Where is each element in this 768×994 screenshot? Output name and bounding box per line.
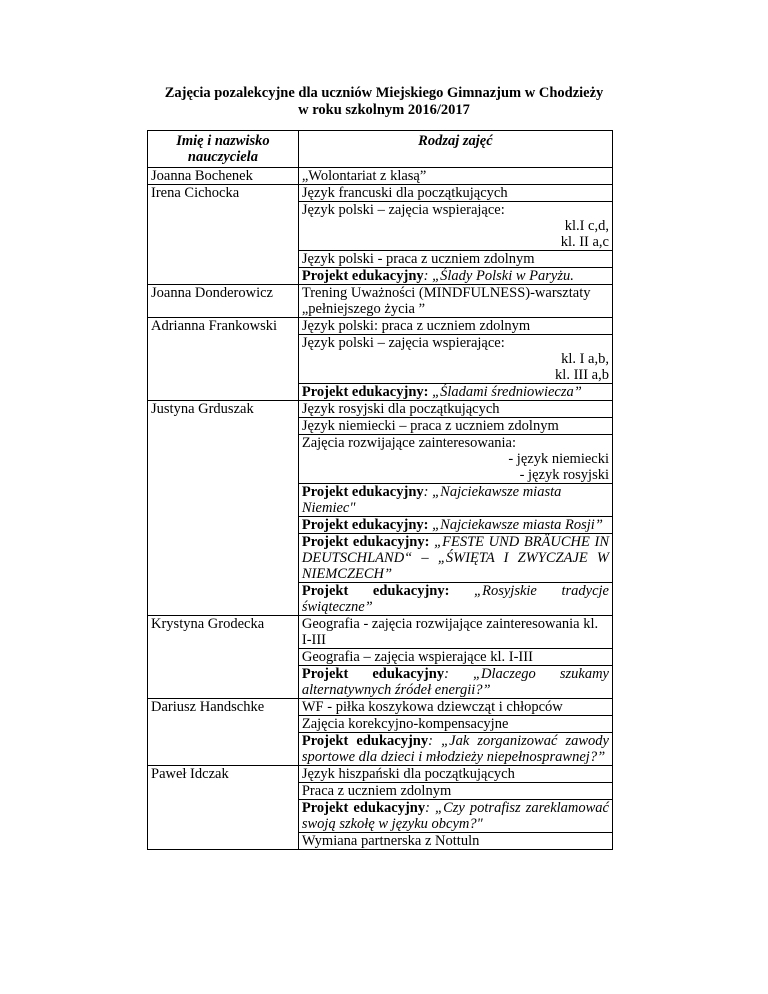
activities-table [147,130,613,850]
activity-cell [298,583,612,616]
teacher-name: Joanna Donderowicz [148,285,299,318]
table-row [148,699,613,716]
teacher-name: Adrianna Frankowski [148,318,299,335]
table-row [148,666,613,699]
activity-cell [298,484,612,517]
project-label: Projekt edukacyjny [301,733,429,749]
activity-cell: Język polski - praca z uczniem zdolnym [298,251,612,268]
activity-cell: Geografia - zajęcia rozwijające zainteresowania kl. I-III [298,616,612,649]
teacher-name: Justyna Grduszak [148,401,299,418]
activity-class: kl. III a,b [555,367,609,383]
activity-cell: Język niemiecki – praca z uczniem zdolnym [298,418,612,435]
table-row [148,517,613,534]
activity-cell: Język hiszpański dla początkujących [298,766,612,783]
activity-class: kl. I a,b, [561,351,609,367]
activity-cell [298,800,612,833]
activity-class: kl. II a,c [560,234,609,250]
activity-class: kl.I c,d, [564,218,609,234]
activity-cell [298,534,612,583]
table-row [148,534,613,583]
table-row [148,484,613,517]
activity-cell: Praca z uczniem zdolnym [298,783,612,800]
activity-cell: „Wolontariat z klasą” [298,168,612,185]
project-label: Projekt edukacyjny [301,666,445,682]
table-row [148,251,613,268]
project-label: Projekt edukacyjny: [301,534,430,550]
document-title [0,85,768,119]
activity-cell [298,335,612,384]
activity-text: Zajęcia rozwijające zainteresowania: [301,435,517,451]
project-label: Projekt edukacyjny: [301,583,450,599]
teacher-name: Paweł Idczak [148,766,299,783]
teacher-name: Joanna Bochenek [148,168,299,185]
activity-text: Język polski – zajęcia wspierające: [301,202,505,218]
activity-cell: Geografia – zajęcia wspierające kl. I-III [298,649,612,666]
project-title: : „Najciekawsze miasta Niemiec" [301,484,562,516]
title-line-2: w roku szkolnym 2016/2017 [298,102,470,118]
table-row [148,168,613,185]
activity-cell [298,268,612,285]
table-row [148,435,613,484]
project-label: Projekt edukacyjny [301,268,424,284]
activity-subitem: - język niemiecki [508,451,609,467]
activity-cell: Zajęcia korekcyjno-kompensacyjne [298,716,612,733]
table-row [148,583,613,616]
title-line-1: Zajęcia pozalekcyjne dla uczniów Miejskiego Gimnazjum w Chodzieży [164,85,604,101]
activity-cell [298,202,612,251]
table-row [148,833,613,850]
table-row [148,733,613,766]
table-row [148,318,613,335]
activity-cell [298,435,612,484]
header-teacher: Imię i nazwisko nauczyciela [148,131,299,168]
activity-cell: WF - piłka koszykowa dziewcząt i chłopców [298,699,612,716]
table-row [148,384,613,401]
activity-cell: Język francuski dla początkujących [298,185,612,202]
table-row [148,783,613,800]
activity-cell [298,666,612,699]
table-row [148,800,613,833]
activity-cell: Wymiana partnerska z Nottuln [298,833,612,850]
activity-cell [298,733,612,766]
project-title: : „Jak zorganizować zawody sportowe dla dzieci i młodzieży niepełnosprawnej?” [301,733,609,765]
teacher-name: Irena Cichocka [148,185,299,202]
project-title: : „Ślady Polski w Paryżu. [423,268,574,284]
project-title: „Rosyjskie tradycje świąteczne” [301,583,609,615]
project-title: : „Czy potrafisz zareklamować swoją szkołę w języku obcym?" [301,800,609,832]
activity-cell: Trening Uważności (MINDFULNESS)-warsztaty „pełniejszego życia ” [298,285,612,318]
header-activity: Rodzaj zajęć [298,131,612,168]
activity-cell [298,517,612,534]
table-row [148,616,613,649]
project-label: Projekt edukacyjny: [301,517,429,533]
project-title: : „Dlaczego szukamy alternatywnych źródeł energii?” [301,666,609,698]
table-row [148,766,613,783]
project-label: Projekt edukacyjny [301,484,424,500]
teacher-name: Dariusz Handschke [148,699,299,716]
project-label: Projekt edukacyjny: [301,384,429,400]
project-title: „Śladami średniowiecza” [428,384,582,400]
activity-cell [298,384,612,401]
activity-cell: Język rosyjski dla początkujących [298,401,612,418]
header-row [148,131,613,168]
activity-text: Język polski – zajęcia wspierające: [301,335,505,351]
project-title: „FESTE UND BRÄUCHE IN DEUTSCHLAND“ – „ŚWIĘTA I ZWYCZAJE W NIEMCZECH” [301,534,609,582]
project-label: Projekt edukacyjny [301,800,426,816]
table-row [148,335,613,384]
table-row [148,418,613,435]
table-row [148,649,613,666]
table-row [148,185,613,202]
teacher-name: Krystyna Grodecka [148,616,299,649]
project-title: „Najciekawsze miasta Rosji” [428,517,603,533]
table-row [148,202,613,251]
table-row [148,401,613,418]
table-row [148,285,613,318]
activity-cell: Język polski: praca z uczniem zdolnym [298,318,612,335]
table-row [148,716,613,733]
table-row [148,268,613,285]
activity-subitem: - język rosyjski [519,467,609,483]
